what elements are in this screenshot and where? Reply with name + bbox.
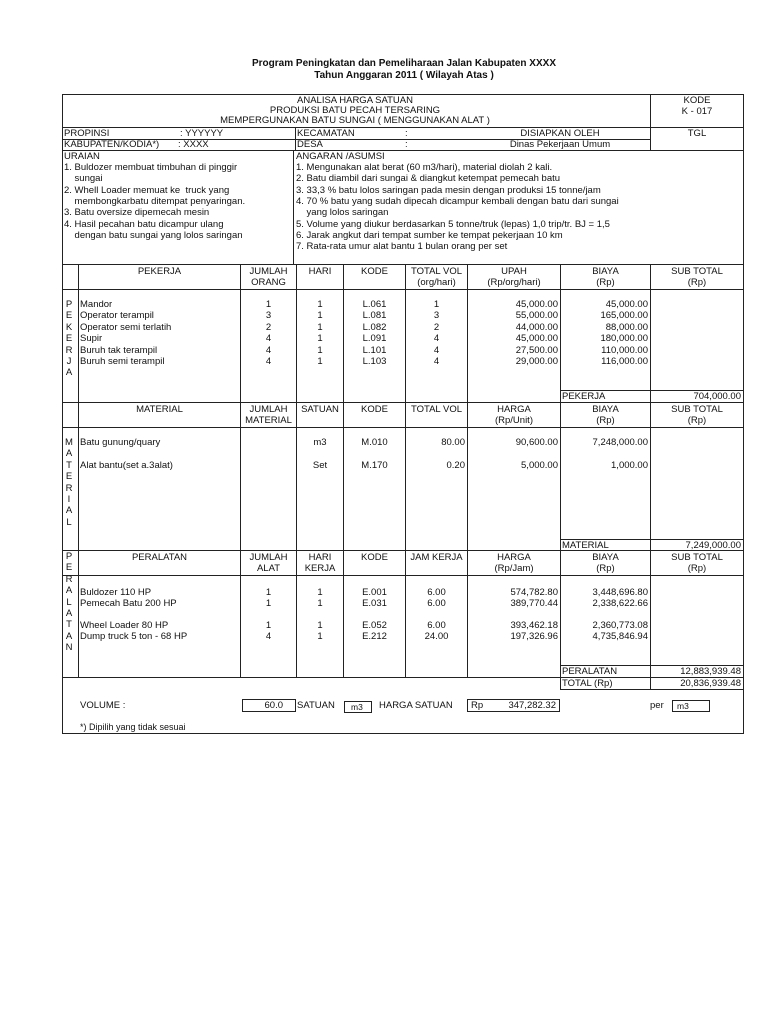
pekerja-jumlah: 2	[265, 321, 272, 333]
material-name: Alat bantu(set a.3alat)	[80, 460, 173, 471]
material-biaya: 1,000.00	[611, 460, 648, 471]
pekerja-hari-header: HARI	[308, 266, 332, 277]
pekerja-header: PEKERJA	[137, 266, 182, 277]
analysis-subtitle: PRODUKSI BATU PECAH TERSARING	[269, 105, 441, 116]
satuan-value: m3	[344, 701, 372, 713]
angaran-line: 6. Jarak angkut dari tempat sumber ke tempat pekerjaan 10 km	[296, 229, 563, 241]
side-letter: A	[65, 608, 73, 619]
pekerja-kode: L.101	[362, 344, 387, 356]
pekerja-jumlah: 3	[265, 310, 272, 322]
pekerja-kode-header: KODE	[361, 266, 388, 277]
pekerja-biaya: 110,000.00	[601, 344, 648, 356]
pekerja-biaya-header: BIAYA	[592, 266, 619, 277]
peralatan-kode: E.001	[362, 587, 387, 598]
peralatan-jam: 6.00	[427, 587, 446, 598]
side-letter: R	[65, 573, 73, 585]
material-total: 0.20	[446, 460, 465, 471]
peralatan-biaya: 3,448,696.80	[592, 587, 648, 598]
per-value: m3	[672, 700, 710, 712]
material-total: 80.00	[441, 437, 465, 448]
peralatan-kode: E.031	[362, 598, 387, 609]
peralatan-harga: 393,462.18	[510, 620, 558, 631]
pekerja-total-header2: (org/hari)	[417, 277, 456, 288]
pekerja-hari: 1	[317, 333, 323, 345]
peralatan-kode-header: KODE	[361, 552, 388, 563]
peralatan-hari-header: HARI	[308, 552, 332, 563]
peralatan-harga: 197,326.96	[510, 631, 558, 642]
pekerja-subtotal-label: PEKERJA	[562, 391, 606, 402]
pekerja-upah: 55,000.00	[515, 310, 558, 322]
angaran-line: 4. 70 % batu yang sudah dipecah dicampur kembali dengan batu dari sungai	[296, 195, 619, 207]
pekerja-sub-header2: (Rp)	[687, 277, 707, 288]
kode-value: K - 017	[681, 106, 713, 117]
pekerja-upah: 45,000.00	[515, 333, 558, 345]
pekerja-biaya: 45,000.00	[605, 299, 648, 310]
year-title: Tahun Anggaran 2011 ( Wilayah Atas )	[314, 70, 494, 81]
pekerja-total-header: TOTAL VOL	[410, 266, 463, 277]
pekerja-jumlah: 1	[265, 299, 272, 310]
pekerja-biaya: 180,000.00	[600, 333, 648, 345]
peralatan-subtotal-label: PERALATAN	[562, 666, 618, 677]
side-letter: E	[65, 471, 73, 483]
angaran-line: 7. Rata-rata umur alat bantu 1 bulan orang per set	[296, 241, 508, 253]
material-harga-header: HARGA	[497, 404, 531, 415]
peralatan-jam: 6.00	[427, 598, 446, 609]
side-letter: L	[66, 596, 72, 608]
material-harga: 90,600.00	[515, 437, 558, 448]
pekerja-name: Mandor	[80, 299, 113, 310]
volume-value: 60.0	[242, 699, 296, 712]
peralatan-sub-header: SUB TOTAL	[671, 552, 723, 563]
material-satuan: Set	[312, 460, 328, 471]
desa-label: DESA	[297, 139, 323, 150]
material-name: Batu gunung/quary	[80, 437, 161, 448]
pekerja-hari: 1	[317, 299, 323, 310]
peralatan-hari: 1	[317, 598, 323, 609]
total-value: 20,836,939.48	[680, 678, 741, 689]
total-label: TOTAL (Rp)	[562, 678, 613, 689]
material-jumlah-header: JUMLAH	[249, 404, 288, 415]
peralatan-biaya-header2: (Rp)	[596, 563, 615, 574]
satuan-label: SATUAN	[297, 700, 335, 711]
pekerja-upah: 44,000.00	[515, 321, 558, 333]
peralatan-name: Buldozer 110 HP	[80, 587, 152, 598]
side-letter: P	[65, 551, 73, 562]
kode-label: KODE	[683, 95, 711, 106]
material-total-header: TOTAL VOL	[410, 404, 463, 415]
angaran-line: 1. Mengunakan alat berat (60 m3/hari), material diolah 2 kali.	[296, 162, 553, 173]
material-sub-header: SUB TOTAL	[671, 404, 723, 415]
material-satuan-header: SATUAN	[301, 404, 339, 415]
pekerja-upah: 45,000.00	[515, 299, 558, 310]
side-letter: L	[66, 516, 72, 528]
peralatan-jumlah: 1	[265, 587, 272, 598]
pekerja-jumlah: 4	[265, 344, 272, 356]
side-letter: T	[66, 619, 72, 631]
peralatan-name: Dump truck 5 ton - 68 HP	[80, 631, 188, 642]
pekerja-jumlah: 4	[265, 356, 272, 367]
pekerja-upah: 29,000.00	[515, 356, 558, 367]
side-letter: I	[67, 494, 71, 505]
pekerja-hari: 1	[317, 344, 323, 356]
material-jumlah-header2: MATERIAL	[245, 415, 292, 426]
pekerja-jumlah: 4	[265, 333, 272, 345]
pekerja-total: 4	[433, 333, 440, 345]
peralatan-jumlah: 1	[265, 598, 272, 609]
pekerja-kode: L.061	[362, 299, 387, 310]
side-letter: E	[65, 310, 73, 322]
peralatan-hari: 1	[317, 587, 323, 598]
pekerja-upah-header: UPAH	[501, 266, 527, 277]
desa-colon: :	[405, 139, 408, 150]
pekerja-sub-header: SUB TOTAL	[671, 266, 723, 277]
propinsi-label: PROPINSI	[64, 128, 110, 139]
kecamatan-label: KECAMATAN	[297, 128, 355, 139]
uraian-line: 1. Buldozer membuat timbuhan di pinggir	[64, 162, 238, 173]
side-letter: E	[65, 333, 73, 345]
pekerja-total: 2	[433, 321, 440, 333]
pekerja-upah: 27,500.00	[515, 344, 558, 356]
side-letter: R	[65, 482, 73, 494]
per-label: per	[650, 700, 664, 711]
material-satuan: m3	[313, 437, 327, 448]
side-letter: E	[65, 562, 73, 574]
material-sub-header2: (Rp)	[687, 415, 707, 426]
side-letter: P	[65, 299, 73, 310]
side-letter: J	[66, 356, 72, 367]
peralatan-kode: E.052	[362, 620, 387, 631]
peralatan-jam: 24.00	[424, 631, 449, 642]
peralatan-jumlah-header2: ALAT	[256, 563, 281, 574]
analysis-title: ANALISA HARGA SATUAN	[297, 95, 413, 106]
material-harga: 5,000.00	[521, 460, 558, 471]
side-letter: M	[65, 437, 73, 448]
uraian-line: dengan batu sungai yang lolos saringan	[64, 229, 243, 241]
peralatan-kode: E.212	[362, 631, 387, 642]
peralatan-jam-header: JAM KERJA	[410, 552, 463, 563]
pekerja-biaya: 116,000.00	[601, 356, 648, 367]
side-letter: A	[65, 585, 73, 597]
pekerja-hari: 1	[317, 356, 323, 367]
peralatan-sub-header2: (Rp)	[687, 563, 707, 574]
peralatan-subtotal-value: 12,883,939.48	[680, 666, 741, 677]
disiapkan-label: DISIAPKAN OLEH	[520, 128, 600, 139]
peralatan-jam: 6.00	[427, 620, 446, 631]
peralatan-name: Wheel Loader 80 HP	[80, 620, 169, 631]
kecamatan-colon: :	[405, 128, 408, 139]
peralatan-header: PERALATAN	[131, 552, 188, 563]
pekerja-upah-header2: (Rp/org/hari)	[487, 277, 541, 288]
pekerja-total: 3	[433, 310, 440, 322]
peralatan-harga-header: HARGA	[497, 552, 531, 563]
pekerja-name: Operator semi terlatih	[80, 321, 172, 333]
uraian-line: 3. Batu oversize dipemecah mesin	[64, 207, 210, 219]
peralatan-hari-header2: KERJA	[304, 563, 336, 574]
pekerja-name: Buruh tak terampil	[80, 344, 158, 356]
kabupaten-label: KABUPATEN/KODIA*)	[64, 139, 160, 150]
material-biaya: 7,248,000.00	[592, 437, 648, 448]
material-kode-header: KODE	[361, 404, 388, 415]
side-letter: K	[65, 321, 73, 333]
peralatan-biaya-header: BIAYA	[592, 552, 619, 563]
side-letter: A	[65, 505, 73, 517]
harga-satuan-label: HARGA SATUAN	[379, 700, 453, 711]
pekerja-biaya-header2: (Rp)	[596, 277, 615, 288]
peralatan-harga-header2: (Rp/Jam)	[494, 563, 534, 574]
pekerja-hari: 1	[317, 321, 323, 333]
pekerja-total: 4	[433, 356, 440, 367]
side-letter: N	[65, 642, 73, 654]
material-header: MATERIAL	[136, 404, 183, 415]
pekerja-kode: L.081	[362, 310, 387, 322]
side-letter: R	[65, 344, 73, 356]
side-letter: A	[65, 630, 73, 642]
kabupaten-value: : XXXX	[178, 139, 209, 150]
peralatan-name: Pemecah Batu 200 HP	[80, 598, 177, 609]
peralatan-hari: 1	[317, 620, 323, 631]
angaran-line: 3. 33,3 % batu lolos saringan pada mesin dengan produksi 15 tonne/jam	[296, 184, 601, 196]
side-letter: A	[65, 367, 73, 379]
side-letter: T	[66, 459, 72, 471]
peralatan-biaya: 4,735,846.94	[592, 631, 648, 642]
pekerja-total: 4	[433, 344, 440, 356]
material-kode: M.010	[361, 437, 388, 448]
pekerja-jumlah-header: JUMLAH	[249, 266, 288, 277]
peralatan-jumlah: 4	[265, 631, 272, 642]
pekerja-kode: L.103	[362, 356, 387, 367]
material-kode: M.170	[361, 460, 388, 471]
material-subtotal-label: MATERIAL	[562, 540, 609, 551]
disiapkan-value: Dinas Pekerjaan Umum	[509, 139, 611, 150]
peralatan-hari: 1	[317, 631, 323, 642]
pekerja-hari: 1	[317, 310, 323, 322]
material-biaya-header2: (Rp)	[596, 415, 615, 426]
program-title: Program Peningkatan dan Pemeliharaan Jalan Kabupaten XXXX	[252, 58, 556, 69]
pekerja-kode: L.091	[362, 333, 387, 345]
pekerja-jumlah-header2: ORANG	[251, 277, 286, 288]
tgl-label: TGL	[687, 128, 707, 139]
peralatan-biaya: 2,360,773.08	[592, 620, 648, 631]
uraian-label: URAIAN	[64, 151, 100, 162]
peralatan-jumlah-header: JUMLAH	[249, 552, 288, 563]
analysis-method: MEMPERGUNAKAN BATU SUNGAI ( MENGGUNAKAN ALAT )	[220, 115, 490, 126]
uraian-line: 4. Hasil pecahan batu dicampur ulang	[64, 218, 224, 230]
angaran-line: 5. Volume yang diukur berdasarkan 5 tonne/truk (lepas) 1,0 trip/tr. BJ = 1,5	[296, 218, 610, 230]
uraian-line: sungai	[64, 173, 103, 185]
pekerja-name: Buruh semi terampil	[80, 356, 165, 367]
side-letter: A	[65, 448, 73, 460]
volume-label: VOLUME :	[80, 700, 126, 711]
material-harga-header2: (Rp/Unit)	[494, 415, 533, 426]
pekerja-total: 1	[433, 299, 440, 310]
pekerja-biaya: 165,000.00	[600, 310, 648, 322]
pekerja-name: Supir	[80, 333, 103, 345]
pekerja-name: Operator terampil	[80, 310, 154, 322]
material-biaya-header: BIAYA	[592, 404, 619, 415]
uraian-line: membongkarbatu ditempat penyaringan.	[64, 195, 246, 207]
material-subtotal-value: 7,249,000.00	[685, 540, 741, 551]
pekerja-subtotal-value: 704,000.00	[693, 391, 741, 402]
peralatan-jumlah: 1	[265, 620, 272, 631]
harga-satuan-rp: Rp	[471, 700, 484, 711]
peralatan-biaya: 2,338,622.66	[592, 598, 648, 609]
angaran-line: yang lolos saringan	[296, 207, 389, 219]
uraian-line: 2. Whell Loader memuat ke truck yang	[64, 184, 230, 196]
angaran-line: 2. Batu diambil dari sungai & diangkut ketempat pemecah batu	[296, 173, 561, 185]
peralatan-harga: 389,770.44	[510, 598, 558, 609]
footnote: *) Dipilih yang tidak sesuai	[80, 722, 186, 732]
peralatan-harga: 574,782.80	[510, 587, 558, 598]
pekerja-biaya: 88,000.00	[605, 321, 648, 333]
angaran-label: ANGARAN /ASUMSI	[296, 151, 385, 162]
harga-satuan-value: 347,282.32	[508, 700, 556, 711]
pekerja-kode: L.082	[362, 321, 387, 333]
propinsi-value: : YYYYYY	[180, 128, 224, 139]
